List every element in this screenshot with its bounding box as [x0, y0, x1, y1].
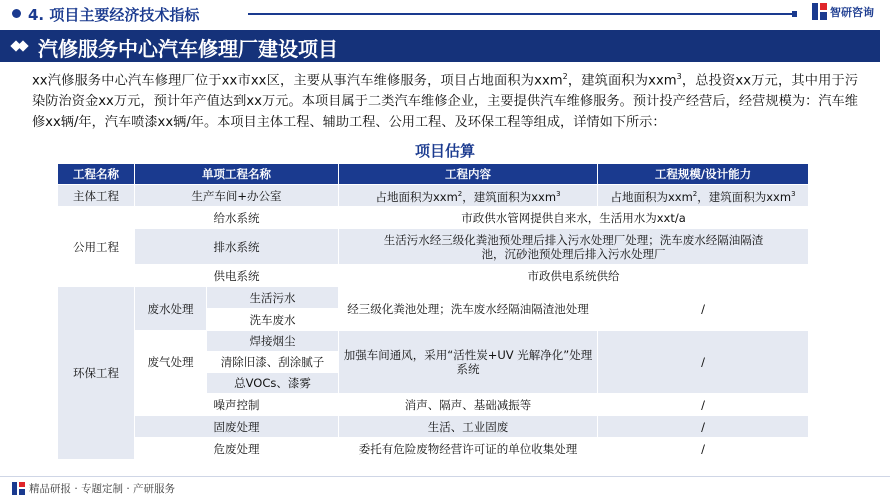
intro-text-c: ，总投资xx万元，其中用于污染防治资金xx万元，预计年产值达到xx万元。本项目属于二类汽车维修企业，主要提供汽车维修服务。预计投产经营后，经营规模为：汽车维修xx辆/年，汽车喷漆xx辆/年。本项目主体工程、辅助工程、公用工程、及环保工程等组成，详情如下所示： — [32, 73, 859, 131]
content-cell: 生活、工业固废 — [339, 416, 598, 438]
content-text-b: ，建筑面积为xxm — [462, 189, 557, 204]
item-cell: 给水系统 — [135, 207, 339, 229]
intro-text-b: ，建筑面积为xxm — [567, 73, 677, 89]
item-cell: 清除旧漆、刮涂腻子 — [207, 352, 339, 373]
brand-logo-icon — [812, 3, 827, 20]
intro-paragraph — [32, 66, 858, 133]
content-cell: 消声、隔声、基础减振等 — [339, 394, 598, 416]
intro-sup-a: 2 — [562, 72, 568, 81]
header-rule — [248, 13, 793, 15]
banner-title: 汽修服务中心汽车修理厂建设项目 — [38, 37, 338, 61]
content-cell: 加强车间通风，采用“活性炭+UV 光解净化”处理系统 — [339, 331, 598, 394]
item-cell: 生产车间+办公室 — [135, 185, 339, 207]
category-cell: 环保工程 — [58, 287, 135, 460]
table-row — [58, 416, 809, 438]
item-cell: 固废处理 — [135, 416, 339, 438]
header-cell: 工程规模/设计能力 — [598, 164, 809, 185]
footer-rule — [0, 476, 890, 477]
table-row — [58, 185, 809, 207]
brand-logo[interactable] — [812, 3, 874, 20]
content-cell: 经三级化粪池处理；洗车废水经隔油隔渣池处理 — [339, 287, 598, 331]
content-cell: 市政供水管网提供自来水，生活用水为xxt/a — [339, 207, 809, 229]
item-cell: 供电系统 — [135, 265, 339, 287]
scale-sup: 2 — [692, 190, 698, 199]
item-cell: 危废处理 — [135, 438, 339, 460]
content-cell: 委托有危险废物经营许可证的单位收集处理 — [339, 438, 598, 460]
table-title: 项目估算 — [414, 142, 475, 160]
bullet-dot-icon — [12, 9, 21, 18]
item-cell: 生活污水 — [207, 287, 339, 309]
table-row — [58, 331, 809, 352]
scale-sup2: 3 — [791, 190, 796, 199]
top-header — [0, 0, 890, 28]
content-cell — [339, 185, 598, 207]
item-cell: 总VOCs、漆雾 — [207, 373, 339, 394]
footer — [12, 481, 175, 496]
item-cell: 焊接烟尘 — [207, 331, 339, 352]
content-cell: 生活污水经三级化粪池预处理后排入污水处理厂处理；洗车废水经隔油隔渣池，沉砂池预处理后排入污水处理厂 — [339, 229, 809, 265]
intro-sup-b: 3 — [676, 72, 682, 81]
content-cell: 市政供电系统供给 — [339, 265, 809, 287]
table-header-row — [58, 164, 809, 185]
estimate-table — [57, 163, 809, 460]
table-row — [58, 229, 809, 265]
item-cell: 排水系统 — [135, 229, 339, 265]
content-sup2: 3 — [556, 190, 561, 199]
table-row — [58, 265, 809, 287]
scale-text-a: 占地面积为xxm — [610, 189, 693, 204]
header-cell: 工程名称 — [58, 164, 135, 185]
item-cell: 洗车废水 — [207, 309, 339, 331]
table-row — [58, 394, 809, 416]
scale-text-b: ，建筑面积为xxm — [697, 189, 792, 204]
header-cell: 工程内容 — [339, 164, 598, 185]
scale-cell: / — [598, 287, 809, 331]
footer-text: 精品研报 · 专题定制 · 产研服务 — [29, 483, 176, 495]
item-cell: 噪声控制 — [135, 394, 339, 416]
table-row — [58, 438, 809, 460]
section-title: 4. 项目主要经济技术指标 — [28, 6, 200, 24]
double-diamond-icon — [12, 39, 26, 53]
content-text-a: 占地面积为xxm — [375, 189, 458, 204]
intro-text-a: xx汽修服务中心汽车修理厂位于xx市xx区，主要从事汽车维修服务，项目占地面积为xxm — [32, 73, 563, 89]
table-row — [58, 287, 809, 309]
scale-cell: / — [598, 331, 809, 394]
subcategory-cell: 废气处理 — [135, 331, 207, 394]
table-row — [58, 207, 809, 229]
scale-cell — [598, 185, 809, 207]
brand-name: 智研咨询 — [830, 5, 874, 19]
content-sup: 2 — [457, 190, 463, 199]
category-cell: 公用工程 — [58, 207, 135, 287]
scale-cell: / — [598, 394, 809, 416]
title-banner — [0, 30, 880, 62]
scale-cell: / — [598, 416, 809, 438]
header-cell: 单项工程名称 — [135, 164, 339, 185]
category-cell: 主体工程 — [58, 185, 135, 207]
scale-cell: / — [598, 438, 809, 460]
subcategory-cell: 废水处理 — [135, 287, 207, 331]
footer-logo-icon — [12, 482, 25, 495]
